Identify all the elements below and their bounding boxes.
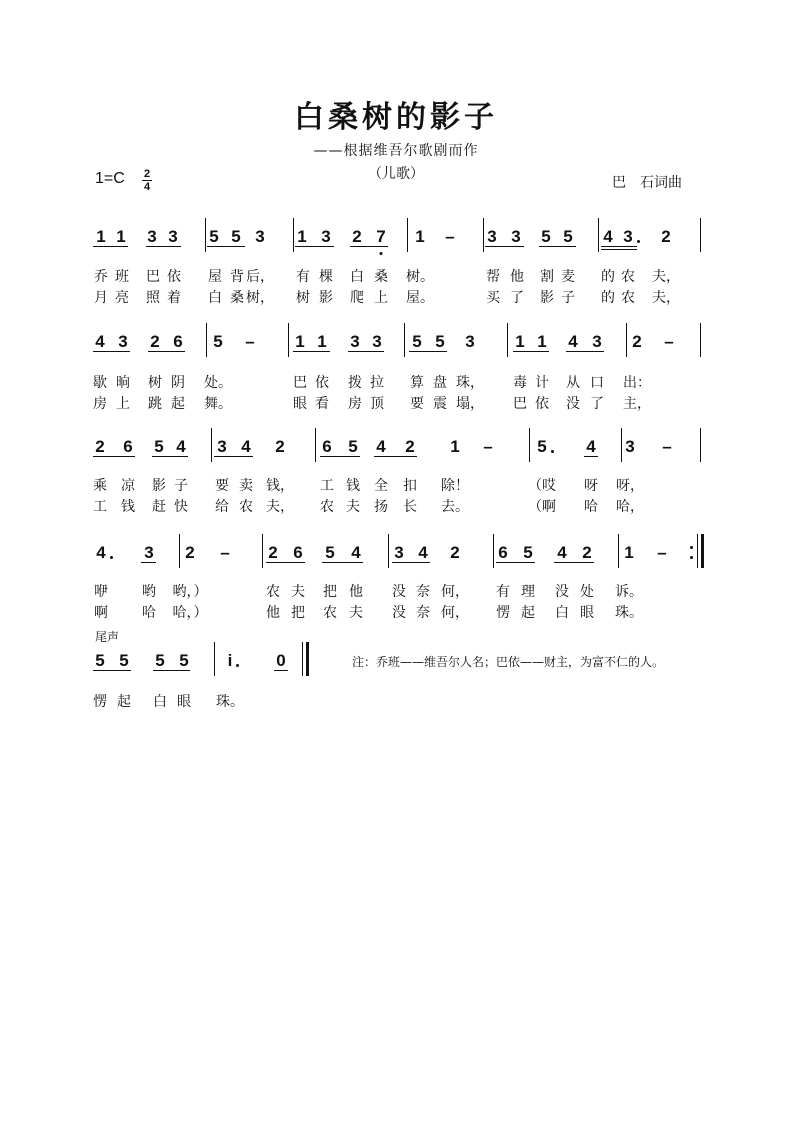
lyric-syllable: 影 [152, 478, 166, 494]
beam-underline [409, 351, 447, 352]
barline [618, 534, 619, 568]
lyric-syllable: （啊 [528, 499, 556, 515]
barline [700, 218, 701, 252]
lyric-syllable: 夫， [652, 269, 680, 285]
jianpu-note: – [445, 227, 455, 246]
beam-underline [153, 670, 190, 671]
lyric-syllable: 帮 [486, 269, 500, 285]
beam-underline [93, 670, 131, 671]
beam-underline [320, 456, 360, 457]
jianpu-note: 5 [119, 651, 129, 670]
repeat-dot [690, 556, 693, 559]
time-numerator: 2 [143, 168, 151, 180]
lyric-syllable: 要 [410, 396, 424, 412]
song-subtitle: ——根据维吾尔歌剧而作 [313, 143, 479, 159]
jianpu-note: 3 [147, 227, 157, 246]
jianpu-note: 5 [563, 227, 573, 246]
jianpu-note: 3 [217, 437, 227, 456]
lyric-syllable: 起 [521, 605, 535, 621]
beam-underline [322, 562, 363, 563]
jianpu-note: – [483, 437, 493, 456]
jianpu-note: 5 [412, 332, 422, 351]
lyric-syllable: 工 [93, 499, 107, 515]
barline [288, 323, 289, 357]
jianpu-note: 3 [625, 437, 635, 456]
lyric-syllable: 买 [486, 290, 500, 306]
lyric-syllable: 乘 [93, 478, 107, 494]
lyric-syllable: 哈， [616, 499, 644, 515]
lyric-syllable: 后， [246, 269, 274, 285]
jianpu-note: 6 [123, 437, 133, 456]
lyric-syllable: 卖 [239, 478, 253, 494]
lyric-syllable: 晌 [116, 375, 130, 391]
lyric-syllable: 眼 [580, 605, 594, 621]
lyric-syllable: 出： [623, 375, 651, 391]
lyric-syllable: 珠， [456, 375, 484, 391]
jianpu-note: 2 [185, 543, 195, 562]
lyric-syllable: 夫 [291, 584, 305, 600]
jianpu-note: i [227, 651, 233, 670]
lyric-syllable: 依 [315, 375, 329, 391]
lyric-syllable: 去。 [441, 499, 469, 515]
barline [626, 323, 627, 357]
lyric-syllable: 呀 [584, 478, 598, 494]
augmentation-dot [236, 664, 239, 667]
jianpu-note: 2 [95, 437, 105, 456]
jianpu-note: 4 [418, 543, 428, 562]
jianpu-note: 1 [317, 332, 327, 351]
augmentation-dot [637, 240, 640, 243]
jianpu-note: 5 [325, 543, 335, 562]
lyric-syllable: 拉 [370, 375, 384, 391]
beam-underline [93, 351, 130, 352]
jianpu-note: 3 [321, 227, 331, 246]
lyric-syllable: 把 [291, 605, 305, 621]
lyric-syllable: 咿 [94, 584, 108, 600]
lyric-syllable: 房 [93, 396, 107, 412]
lyric-syllable: 房 [348, 396, 362, 412]
jianpu-note: 4 [376, 437, 386, 456]
beam-underline [554, 562, 594, 563]
lyric-syllable: 乔 [94, 269, 108, 285]
jianpu-note: 1 [515, 332, 525, 351]
lyric-syllable: 奈 [416, 605, 430, 621]
jianpu-note: 3 [255, 227, 265, 246]
beam-underline [392, 562, 430, 563]
barline [179, 534, 180, 568]
jianpu-note: – [220, 543, 230, 562]
lyric-syllable: 巴 [293, 375, 307, 391]
lyric-syllable: 影 [319, 290, 333, 306]
lyric-syllable: 眼 [293, 396, 307, 412]
jianpu-note: 4 [557, 543, 567, 562]
barline [697, 534, 698, 568]
jianpu-note: 1 [624, 543, 634, 562]
barline [404, 323, 405, 357]
beam-underline [348, 351, 384, 352]
lyric-syllable: 主， [623, 396, 651, 412]
barline [262, 534, 263, 568]
lyric-syllable: 奈 [416, 584, 430, 600]
lyric-syllable: 口 [590, 375, 604, 391]
lyric-syllable: 子 [174, 478, 188, 494]
lyric-syllable: 给 [215, 499, 229, 515]
jianpu-note: 2 [352, 227, 362, 246]
lyric-syllable: 没 [555, 584, 569, 600]
jianpu-note: 3 [623, 227, 633, 246]
lyric-syllable: 看 [315, 396, 329, 412]
beam-underline-double [601, 249, 637, 250]
jianpu-note: 2 [150, 332, 160, 351]
barline [621, 428, 622, 462]
beam-underline [293, 351, 330, 352]
lyric-syllable: 盘 [433, 375, 447, 391]
jianpu-note: 2 [661, 227, 671, 246]
lyric-syllable: 珠。 [615, 605, 643, 621]
beam-underline [601, 246, 637, 247]
lyric-syllable: 扣 [403, 478, 417, 494]
barline [493, 534, 494, 568]
jianpu-note: 0 [276, 651, 286, 670]
barline [388, 534, 389, 568]
lyric-syllable: 桑 [374, 269, 388, 285]
barline [507, 323, 508, 357]
lyric-syllable: 起 [117, 694, 131, 710]
beam-underline [146, 246, 181, 247]
beam-underline [274, 670, 288, 671]
lyric-syllable: 亮 [115, 290, 129, 306]
octave-dot [380, 252, 383, 255]
lyric-syllable: 夫， [266, 499, 294, 515]
lyric-syllable: 白 [153, 694, 167, 710]
lyric-syllable: 巴 [513, 396, 527, 412]
lyric-syllable: 没 [566, 396, 580, 412]
jianpu-note: 2 [632, 332, 642, 351]
lyric-syllable: 阴 [171, 375, 185, 391]
lyric-syllable: 哟 [142, 584, 156, 600]
beam-underline [93, 456, 135, 457]
augmentation-dot [551, 450, 554, 453]
barline [407, 218, 408, 252]
jianpu-note: 4 [176, 437, 186, 456]
jianpu-note: 3 [592, 332, 602, 351]
lyric-syllable: 哈 [584, 499, 598, 515]
beam-underline [584, 456, 598, 457]
lyric-syllable: 全 [374, 478, 388, 494]
annotation-note: 注：乔班——维吾尔人名；巴依——财主，为富不仁的人。 [352, 655, 665, 669]
jianpu-note: 1 [415, 227, 425, 246]
lyric-syllable: 计 [535, 375, 549, 391]
jianpu-note: 5 [231, 227, 241, 246]
lyric-syllable: 农 [266, 584, 280, 600]
barline [700, 323, 701, 357]
lyric-syllable: 快 [174, 499, 188, 515]
jianpu-note: 5 [154, 437, 164, 456]
lyric-syllable: 着 [167, 290, 181, 306]
jianpu-note: 3 [372, 332, 382, 351]
jianpu-note: 3 [511, 227, 521, 246]
jianpu-note: 5 [95, 651, 105, 670]
jianpu-note: 4 [568, 332, 578, 351]
jianpu-note: 4 [351, 543, 361, 562]
repeat-dot [690, 546, 693, 549]
lyric-syllable: 呀， [616, 478, 644, 494]
jianpu-note: 7 [376, 227, 386, 246]
time-denominator: 4 [143, 181, 151, 193]
lyric-syllable: 他 [266, 605, 280, 621]
jianpu-note: 1 [295, 332, 305, 351]
jianpu-note: 3 [350, 332, 360, 351]
jianpu-note: 2 [405, 437, 415, 456]
lyric-syllable: 夫， [652, 290, 680, 306]
barline [206, 323, 207, 357]
lyric-syllable: 夫 [346, 499, 360, 515]
beam-underline [496, 562, 535, 563]
lyric-syllable: 树 [296, 290, 310, 306]
lyric-syllable: 依 [535, 396, 549, 412]
jianpu-note: 2 [450, 543, 460, 562]
lyric-syllable: 没 [392, 584, 406, 600]
lyric-syllable: 屋。 [406, 290, 434, 306]
jianpu-note: 2 [268, 543, 278, 562]
song-genre: （儿歌） [368, 166, 424, 182]
beam-underline [374, 456, 417, 457]
barline [205, 218, 206, 252]
lyric-syllable: 哈，） [172, 605, 208, 621]
lyric-syllable: 塌， [456, 396, 484, 412]
lyric-syllable: 要 [215, 478, 229, 494]
jianpu-note: 3 [394, 543, 404, 562]
lyric-syllable: 有 [496, 584, 510, 600]
beam-underline [152, 456, 188, 457]
jianpu-note: – [657, 543, 667, 562]
lyric-syllable: 农 [323, 605, 337, 621]
lyric-syllable: （哎 [528, 478, 556, 494]
augmentation-dot [110, 556, 113, 559]
lyric-syllable: 长 [403, 499, 417, 515]
barline [700, 428, 701, 462]
jianpu-note: 2 [582, 543, 592, 562]
lyric-syllable: 理 [521, 584, 535, 600]
jianpu-note: 1 [116, 227, 126, 246]
lyric-syllable: 扬 [374, 499, 388, 515]
lyric-syllable: 没 [392, 605, 406, 621]
lyric-syllable: 诉。 [615, 584, 643, 600]
lyric-syllable: 顶 [370, 396, 384, 412]
jianpu-note: 1 [450, 437, 460, 456]
lyric-syllable: 把 [323, 584, 337, 600]
lyric-syllable: 白 [350, 269, 364, 285]
song-title: 白桑树的影子 [294, 100, 498, 135]
lyric-syllable: 了 [510, 290, 524, 306]
lyric-syllable: 钱 [346, 478, 360, 494]
lyric-syllable: 歇 [93, 375, 107, 391]
lyric-syllable: 愣 [496, 605, 510, 621]
barline [315, 428, 316, 462]
lyric-syllable: 有 [296, 269, 310, 285]
beam-underline [295, 246, 334, 247]
beam-underline [485, 246, 524, 247]
lyric-syllable: 麦 [561, 269, 575, 285]
lyric-syllable: 他 [349, 584, 363, 600]
lyric-syllable: 白 [208, 290, 222, 306]
lyric-syllable: 钱 [121, 499, 135, 515]
lyric-syllable: 哈 [142, 605, 156, 621]
time-signature [142, 168, 152, 193]
jianpu-note: – [662, 437, 672, 456]
lyric-syllable: 树， [246, 290, 274, 306]
lyric-syllable: 爬 [350, 290, 364, 306]
lyric-syllable: 哟，） [172, 584, 208, 600]
jianpu-note: 5 [537, 437, 547, 456]
beam-underline [93, 246, 128, 247]
lyric-syllable: 何， [441, 605, 469, 621]
lyric-syllable: 子 [561, 290, 575, 306]
jianpu-note: 3 [144, 543, 154, 562]
lyric-syllable: 上 [374, 290, 388, 306]
barline [529, 428, 530, 462]
beam-underline [513, 351, 549, 352]
beam-underline [207, 246, 245, 247]
jianpu-note: 5 [179, 651, 189, 670]
jianpu-note: 1 [96, 227, 106, 246]
lyric-syllable: 屋 [208, 269, 222, 285]
beam-underline [148, 351, 185, 352]
beam-underline [214, 456, 253, 457]
jianpu-note: 6 [173, 332, 183, 351]
barline [211, 428, 212, 462]
jianpu-note: – [664, 332, 674, 351]
lyric-syllable: 震 [433, 396, 447, 412]
jianpu-note: 5 [523, 543, 533, 562]
jianpu-note: 4 [586, 437, 596, 456]
lyric-syllable: 影 [540, 290, 554, 306]
lyric-syllable: 班 [115, 269, 129, 285]
barline [598, 218, 599, 252]
lyric-syllable: 从 [566, 375, 580, 391]
barline [293, 218, 294, 252]
jianpu-note: 6 [293, 543, 303, 562]
key-signature: 1=C [95, 170, 125, 187]
jianpu-note: 4 [241, 437, 251, 456]
lyric-syllable: 农 [621, 290, 635, 306]
jianpu-note: 6 [322, 437, 332, 456]
lyric-syllable: 桑 [230, 290, 244, 306]
jianpu-note: 5 [213, 332, 223, 351]
credit: 巴 石词曲 [612, 175, 682, 191]
lyric-syllable: 农 [621, 269, 635, 285]
lyric-syllable: 算 [410, 375, 424, 391]
lyric-syllable: 愣 [93, 694, 107, 710]
beam-underline [141, 562, 156, 563]
jianpu-note: 5 [209, 227, 219, 246]
lyric-syllable: 了 [590, 396, 604, 412]
beam-underline [350, 246, 388, 247]
jianpu-note: 1 [537, 332, 547, 351]
lyric-syllable: 眼 [177, 694, 191, 710]
jianpu-note: 6 [498, 543, 508, 562]
lyric-syllable: 拨 [348, 375, 362, 391]
beam-underline [539, 246, 576, 247]
lyric-syllable: 工 [320, 478, 334, 494]
jianpu-note: 3 [487, 227, 497, 246]
lyric-syllable: 钱， [266, 478, 294, 494]
final-barline [701, 534, 704, 568]
jianpu-note: 4 [95, 332, 105, 351]
barline [214, 642, 215, 676]
beam-underline [266, 562, 305, 563]
lyric-syllable: 依 [167, 269, 181, 285]
jianpu-note: 4 [603, 227, 613, 246]
lyric-syllable: 除！ [441, 478, 469, 494]
jianpu-note: 5 [348, 437, 358, 456]
lyric-syllable: 巴 [146, 269, 160, 285]
jianpu-note: 1 [297, 227, 307, 246]
lyric-syllable: 夫 [349, 605, 363, 621]
barline [302, 642, 303, 676]
lyric-syllable: 棵 [319, 269, 333, 285]
lyric-syllable: 舞。 [204, 396, 232, 412]
lyric-syllable: 农 [239, 499, 253, 515]
lyric-syllable: 啊 [94, 605, 108, 621]
lyric-syllable: 处。 [204, 375, 232, 391]
lyric-syllable: 何， [441, 584, 469, 600]
lyric-syllable: 照 [146, 290, 160, 306]
final-barline [306, 642, 309, 676]
lyric-syllable: 割 [540, 269, 554, 285]
lyric-syllable: 的 [601, 290, 615, 306]
lyric-syllable: 凉 [121, 478, 135, 494]
lyric-syllable: 他 [510, 269, 524, 285]
jianpu-note: 4 [96, 543, 106, 562]
lyric-syllable: 树 [148, 375, 162, 391]
jianpu-note: 5 [155, 651, 165, 670]
lyric-syllable: 处 [580, 584, 594, 600]
jianpu-note: – [245, 332, 255, 351]
lyric-syllable: 珠。 [216, 694, 244, 710]
lyric-syllable: 白 [555, 605, 569, 621]
beam-underline [566, 351, 604, 352]
barline [483, 218, 484, 252]
lyric-syllable: 树。 [406, 269, 434, 285]
jianpu-note: 2 [275, 437, 285, 456]
jianpu-note: 5 [541, 227, 551, 246]
coda-label: 尾声 [95, 630, 120, 644]
jianpu-note: 3 [465, 332, 475, 351]
lyric-syllable: 跳 [148, 396, 162, 412]
lyric-syllable: 上 [116, 396, 130, 412]
lyric-syllable: 毒 [513, 375, 527, 391]
lyric-syllable: 赶 [152, 499, 166, 515]
lyric-syllable: 的 [601, 269, 615, 285]
lyric-syllable: 背 [230, 269, 244, 285]
lyric-syllable: 农 [320, 499, 334, 515]
jianpu-note: 3 [118, 332, 128, 351]
lyric-syllable: 起 [171, 396, 185, 412]
lyric-syllable: 月 [94, 290, 108, 306]
jianpu-note: 3 [168, 227, 178, 246]
jianpu-note: 5 [435, 332, 445, 351]
